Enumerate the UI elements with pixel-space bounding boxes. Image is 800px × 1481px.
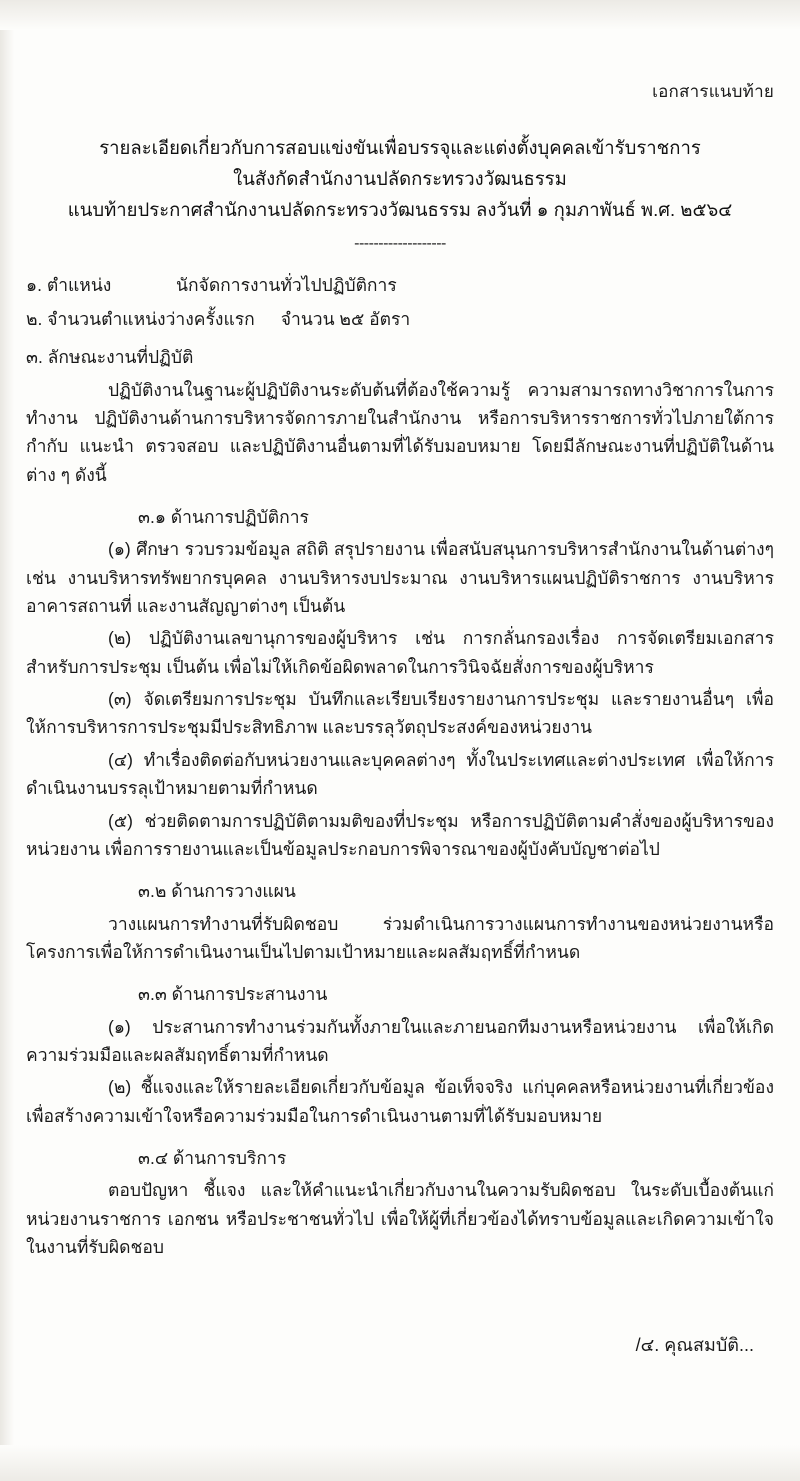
- intro-paragraph: ปฏิบัติงานในฐานะผู้ปฏิบัติงานระดับต้นที่ต้องใช้ความรู้ ความสามารถทางวิชาการในการทำงาน ปฏิบัติงานด้านการบริหารจัดการภายในสำนักงาน หรือการบริหารราชการทั่วไปภายใต้การกำกับ แนะนำ ตรวจสอบ และปฏิบัติงานอื่นตามที่ได้รับมอบหมาย โดยมีลักษณะงานที่ปฏิบัติในด้านต่าง ๆ ดังนี้: [26, 379, 774, 485]
- section-heading-3: ๓.๓ ด้านการประสานงาน: [138, 984, 328, 1005]
- item-duties: [26, 343, 774, 371]
- section-3-paragraph-1: (๑) ประสานการทำงานร่วมกันทั้งภายในและภายนอกทีมงานหรือหน่วยงาน เพื่อให้เกิดความร่วมมือและผลสัมฤทธิ์ตามที่กำหนด: [26, 1016, 774, 1065]
- item-vacancy: [26, 305, 774, 333]
- footer-note: /๔. คุณสมบัติ...: [635, 1335, 754, 1356]
- section-1-paragraph-4: (๔) ทำเรื่องติดต่อกับหน่วยงานและบุคคลต่างๆ ทั้งในประเทศและต่างประเทศ เพื่อให้การดำเนินงานบรรลุเป้าหมายตามที่กำหนด: [26, 749, 774, 799]
- section-2-paragraph-1: วางแผนการทำงานที่รับผิดชอบ ร่วมดำเนินการวางแผนการทำงานของหน่วยงานหรือโครงการเพื่อให้การดำเนินงานเป็นไปตามเป้าหมายและผลสัมฤทธิ์ที่กำหนด: [26, 913, 774, 962]
- document-body: [26, 40, 774, 1360]
- item-position: [26, 271, 774, 299]
- section-1-paragraph-1: (๑) ศึกษา รวบรวมข้อมูล สถิติ สรุปรายงาน เพื่อสนับสนุนการบริหารสำนักงานในด้านต่างๆ เช่น งานบริหารทรัพยากรบุคคล งานบริหารงบประมาณ งานบริหารแผนปฏิบัติราชการ งานบริหารอาคารสถานที่ และงานสัญญาต่างๆ เป็นต้น: [26, 539, 774, 617]
- scan-edge-top: [0, 0, 800, 30]
- item-vacancy-value: จำนวน ๒๕ อัตรา: [280, 309, 411, 330]
- item-vacancy-label: ๒. จำนวนตำแหน่งว่างครั้งแรก: [26, 309, 255, 330]
- attachment-label: เอกสารแนบท้าย: [652, 82, 774, 101]
- scan-edge-left: [0, 0, 14, 1481]
- section-1-paragraph-2: (๒) ปฏิบัติงานเลขานุการของผู้บริหาร เช่น การกลั่นกรองเรื่อง การจัดเตรียมเอกสารสำหรับการประชุม เป็นต้น เพื่อไม่ให้เกิดข้อผิดพลาดในการวินิจฉัยสั่งการของผู้บริหาร: [26, 628, 774, 677]
- item-position-value: นักจัดการงานทั่วไปปฏิบัติการ: [176, 274, 397, 295]
- section-heading-1: ๓.๑ ด้านการปฏิบัติการ: [138, 507, 309, 528]
- item-position-label: ๑. ตำแหน่ง: [26, 274, 112, 295]
- divider: -------------------: [354, 234, 446, 252]
- section-3-paragraph-2: (๒) ชี้แจงและให้รายละเอียดเกี่ยวกับข้อมูล ข้อเท็จจริง แก่บุคคลหรือหน่วยงานที่เกี่ยวข้อง เพื่อสร้างความเข้าใจหรือความร่วมมือในการดำเนินงานตามที่ได้รับมอบหมาย: [26, 1077, 774, 1126]
- title-line-1: รายละเอียดเกี่ยวกับการสอบแข่งขันเพื่อบรรจุและแต่งตั้งบุคคลเข้ารับราชการ: [99, 136, 701, 158]
- section-heading-2: ๓.๒ ด้านการวางแผน: [138, 881, 296, 902]
- title-line-3: แนบท้ายประกาศสำนักงานปลัดกระทรวงวัฒนธรรม ลงวันที่ ๑ กุมภาพันธ์ พ.ศ. ๒๕๖๔: [67, 198, 733, 220]
- title-line-2: ในสังกัดสำนักงานปลัดกระทรวงวัฒนธรรม: [233, 167, 567, 189]
- section-heading-4: ๓.๔ ด้านการบริการ: [138, 1147, 287, 1168]
- section-1-paragraph-5: (๕) ช่วยติดตามการปฏิบัติตามมติของที่ประชุม หรือการปฏิบัติตามคำสั่งของผู้บริหารของหน่วยงาน เพื่อการรายงานและเป็นข้อมูลประกอบการพิจารณาของผู้บังคับบัญชาต่อไป: [26, 810, 774, 859]
- document-title: [26, 132, 774, 225]
- section-4-paragraph-1: ตอบปัญหา ชี้แจง และให้คำแนะนำเกี่ยวกับงานในความรับผิดชอบ ในระดับเบื้องต้นแก่หน่วยงานราชการ เอกชน หรือประชาชนทั่วไป เพื่อให้ผู้ที่เกี่ยวข้องได้ทราบข้อมูลและเกิดความเข้าใจในงานที่รับผิดชอบ: [26, 1180, 774, 1257]
- scan-edge-bottom: [0, 1445, 800, 1481]
- section-1-paragraph-3: (๓) จัดเตรียมการประชุม บันทึกและเรียบเรียงรายงานการประชุม และรายงานอื่นๆ เพื่อให้การบริหารการประชุมมีประสิทธิภาพ และบรรลุวัตถุประสงค์ของหน่วยงาน: [26, 689, 774, 738]
- item-duties-label: ๓. ลักษณะงานที่ปฏิบัติ: [26, 347, 194, 368]
